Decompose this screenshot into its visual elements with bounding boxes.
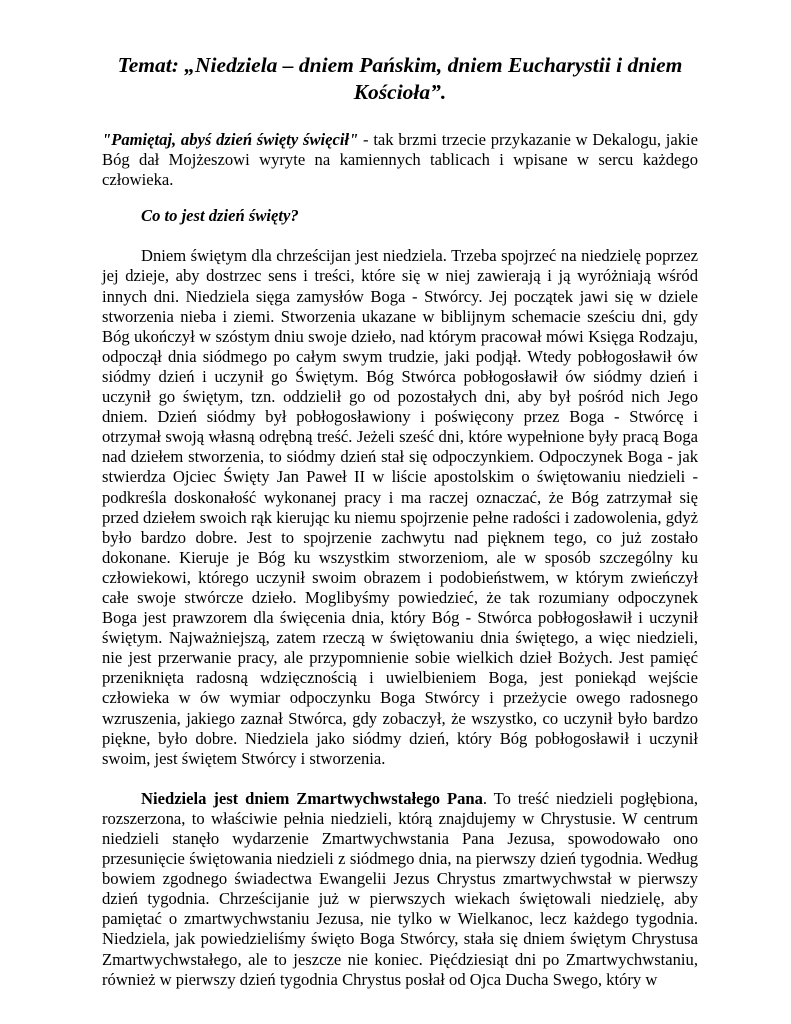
intro-paragraph	[102, 130, 698, 190]
body-paragraph-1: Dniem świętym dla chrześcijan jest niedziela. Trzeba spojrzeć na niedzielę poprzez jej dzieje, aby dostrzec sens i treści, które się w niej zawierają i ją wyróżniają wśród innych dni. Niedziela sięga zamysłów Boga - Stwórcy. Jej początek jawi się w dziele stworzenia nieba i ziemi. Stworzenia ukazane w biblijnym schemacie sześciu dni, gdy Bóg ukończył w szóstym dniu swoje dzieło, nad którym pracował mówi Księga Rodzaju, odpoczął dnia siódmego po całym swym trudzie, jaki podjął. Wtedy pobłogosławił ów siódmy dzień i uczynił go Świętym. Bóg Stwórca pobłogosławił ów siódmy dzień i uczynił go świętym, tzn. oddzielił go od pozostałych dni, aby był pośród nich Jego dniem. Dzień siódmy był pobłogosławiony i poświęcony przez Boga - Stwórcę i otrzymał swoją własną odrębną treść. Jeżeli sześć dni, które wypełnione były pracą Boga nad dziełem stworzenia, to siódmy dzień stał się odpoczynkiem. Odpoczynek Boga - jak stwierdza Ojciec Święty Jan Paweł II w liście apostolskim o świętowaniu niedzieli - podkreśla doskonałość wykonanej pracy i ma raczej oznaczać, że Bóg zatrzymał się przed dziełem swoich rąk kierując ku niemu spojrzenie pełne radości i zadowolenia, gdyż było bardzo dobre. Jest to spojrzenie zachwytu nad pięknem tego, co już zostało dokonane. Kieruje je Bóg ku wszystkim stworzeniom, ale w sposób szczególny ku człowiekowi, którego uczynił swoim obrazem i podobieństwem, w którym zwieńczył całe swoje stwórcze dzieło. Moglibyśmy powiedzieć, że tak rozumiany odpoczynek Boga jest prawzorem dla święcenia dnia, który Bóg - Stwórca pobłogosławił i uczynił świętym. Najważniejszą, zatem rzeczą w świętowaniu dnia świętego, a więc niedzieli, nie jest przerwanie pracy, ale przypomnienie sobie wielkich dzieł Bożych. Jest pamięć przeniknięta radosną wdzięcznością i uwielbieniem Boga, jest poniekąd wejście człowieka w ów wymiar odpoczynku Boga Stwórcy i przeżycie owego radosnego wzruszenia, jakiego zaznał Stwórca, gdy zobaczył, że wszystko, co uczynił było bardzo piękne, było dobre. Niedziela jako siódmy dzień, który Bóg pobłogosławił i uczynił swoim, jest świętem Stwórcy i stworzenia.	[102, 246, 698, 768]
document-title: Temat: „Niedziela – dniem Pańskim, dniem Eucharystii i dniem Kościoła”.	[117, 53, 683, 104]
paragraph-2-text: . To treść niedzieli pogłębiona, rozszerzona, to właściwie pełnia niedzieli, którą znajdujemy w Chrystusie. W centrum niedzieli stanęło wydarzenie Zmartwychwstania Pana Jezusa, spowodowało ono przesunięcie świętowania niedzieli z siódmego dnia, na pierwszy dzień tygodnia. Według bowiem zgodnego świadectwa Ewangelii Jezus Chrystus zmartwychwstał w pierwszy dzień tygodnia. Chrześcijanie już w pierwszych wiekach świętowali niedzielę, aby pamiętać o zmartwychwstaniu Jezusa, nie tylko w Wielkanoc, lecz każdego tygodnia. Niedziela, jak powiedzieliśmy święto Boga Stwórcy, stała się dniem świętym Chrystusa Zmartwychwstałego, ale to jeszcze nie koniec. Pięćdziesiąt dni po Zmartwychwstaniu, również w pierwszy dzień tygodnia Chrystus posłał od Ojca Ducha Swego, który w	[102, 788, 698, 989]
commandment-quote: "Pamiętaj, abyś dzień święty święcił"	[102, 130, 359, 149]
body-paragraph-2	[102, 789, 698, 990]
document-page	[102, 52, 698, 990]
section-heading: Co to jest dzień święty?	[141, 206, 299, 226]
intro-text: - tak brzmi trzecie przykazanie w Dekalogu, jakie Bóg dał Mojżeszowi wyryte na kamiennych tablicach i wpisane w sercu każdego człowieka.	[102, 130, 698, 190]
paragraph-2-lead: Niedziela jest dniem Zmartwychwstałego Pana	[141, 788, 483, 808]
